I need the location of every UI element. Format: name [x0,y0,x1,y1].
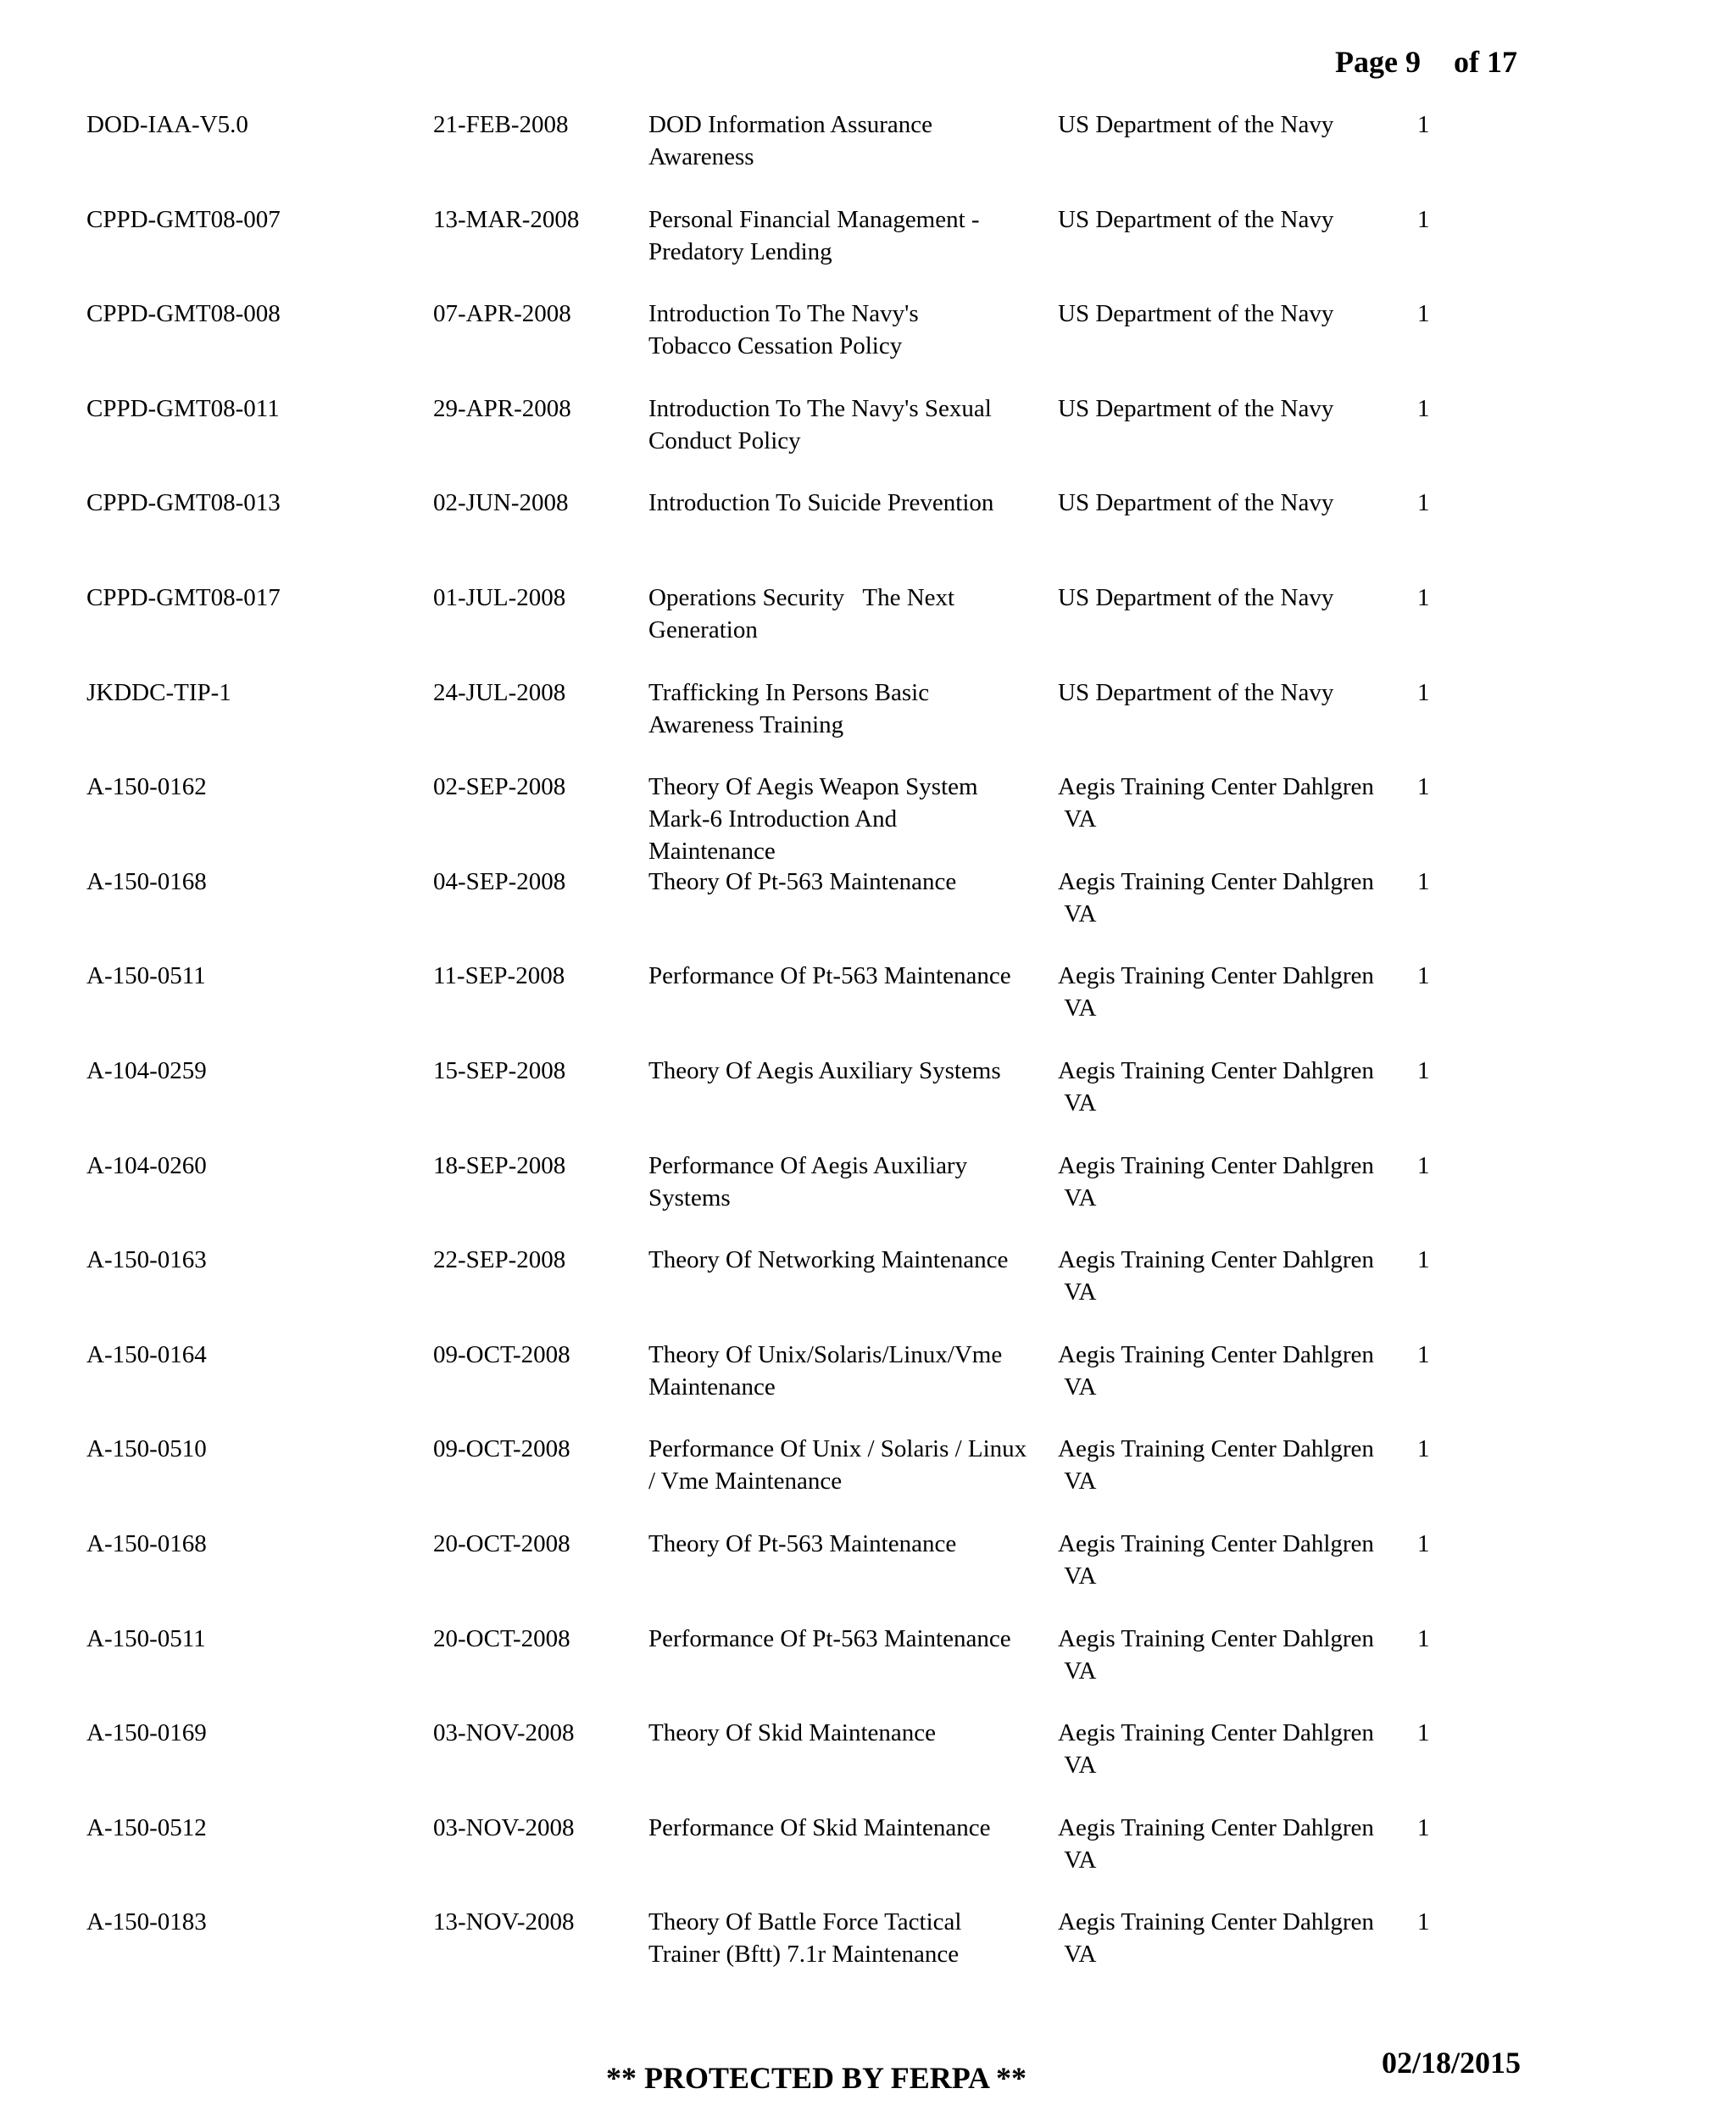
course-credits: 1 [1417,1529,1430,1557]
course-title: Operations Security The Next Generation [648,583,955,643]
record-row [0,203,1736,298]
record-row [0,1623,1736,1718]
completion-date: 09-OCT-2008 [433,1340,570,1368]
completion-date: 21-FEB-2008 [433,111,569,138]
course-title: Theory Of Battle Force Tactical Trainer (Bftt) 7.1r Maintenance [648,1908,962,1969]
completion-date: 09-OCT-2008 [433,1435,570,1463]
course-provider: US Department of the Navy [1058,489,1334,517]
course-code: A-150-0168 [86,867,207,895]
course-code: A-150-0510 [86,1435,207,1463]
of-label: of [1453,45,1479,79]
course-credits: 1 [1417,1908,1430,1936]
course-credits: 1 [1417,583,1430,611]
record-row [0,109,1736,203]
record-row [0,866,1736,961]
record-row [0,1339,1736,1434]
course-title: Theory Of Aegis Weapon System Mark-6 Introduction And Maintenance [648,773,978,866]
course-code: CPPD-GMT08-007 [86,205,281,233]
page-label: Page [1335,45,1398,79]
course-title: Performance Of Skid Maintenance [648,1813,991,1841]
course-provider: Aegis Training Center Dahlgren VA [1058,867,1374,927]
course-title: Performance Of Pt-563 Maintenance [648,962,1011,990]
course-title: Introduction To The Navy's Sexual Conduct Policy [648,394,992,454]
course-title: Theory Of Networking Maintenance [648,1246,1009,1274]
course-credits: 1 [1417,1813,1430,1841]
course-code: A-150-0511 [86,1624,206,1652]
record-row [0,1055,1736,1150]
ferpa-notice: ** PROTECTED BY FERPA ** [606,2061,1027,2095]
record-row [0,582,1736,677]
course-credits: 1 [1417,111,1430,138]
course-credits: 1 [1417,1056,1430,1084]
course-title: Theory Of Unix/Solaris/Linux/Vme Maintenance [648,1340,1003,1401]
page-number: 9 [1405,45,1421,79]
course-title: Introduction To The Navy's Tobacco Cessation Policy [648,300,919,360]
course-title: Trafficking In Persons Basic Awareness Training [648,678,930,738]
record-row [0,487,1736,582]
course-provider: Aegis Training Center Dahlgren VA [1058,1056,1374,1117]
course-provider: US Department of the Navy [1058,394,1334,422]
course-provider: Aegis Training Center Dahlgren VA [1058,1340,1374,1401]
course-credits: 1 [1417,1624,1430,1652]
completion-date: 13-NOV-2008 [433,1908,575,1936]
completion-date: 13-MAR-2008 [433,205,580,233]
course-credits: 1 [1417,1435,1430,1463]
record-row [0,960,1736,1055]
course-credits: 1 [1417,1340,1430,1368]
completion-date: 03-NOV-2008 [433,1813,575,1841]
course-credits: 1 [1417,394,1430,422]
page-indicator [1335,44,1517,80]
course-credits: 1 [1417,205,1430,233]
course-code: CPPD-GMT08-008 [86,300,281,328]
completion-date: 07-APR-2008 [433,300,571,328]
course-code: CPPD-GMT08-013 [86,489,281,517]
course-provider: Aegis Training Center Dahlgren VA [1058,962,1374,1022]
completion-date: 02-JUN-2008 [433,489,569,517]
record-row [0,393,1736,487]
completion-date: 20-OCT-2008 [433,1624,570,1652]
course-title: Theory Of Aegis Auxiliary Systems [648,1056,1001,1084]
course-records-list [0,109,1736,2001]
total-pages: 17 [1486,45,1517,79]
completion-date: 24-JUL-2008 [433,678,566,706]
course-credits: 1 [1417,300,1430,328]
course-code: A-150-0512 [86,1813,207,1841]
course-code: CPPD-GMT08-011 [86,394,280,422]
course-code: A-150-0168 [86,1529,207,1557]
course-code: A-150-0162 [86,773,207,801]
record-row [0,1812,1736,1907]
course-title: Theory Of Skid Maintenance [648,1719,937,1747]
course-title: Performance Of Unix / Solaris / Linux / Vme Maintenance [648,1435,1027,1495]
course-credits: 1 [1417,489,1430,517]
completion-date: 03-NOV-2008 [433,1719,575,1747]
record-row [0,1528,1736,1623]
course-code: A-150-0169 [86,1719,207,1747]
completion-date: 02-SEP-2008 [433,773,566,801]
completion-date: 15-SEP-2008 [433,1056,566,1084]
course-provider: Aegis Training Center Dahlgren VA [1058,1435,1374,1495]
course-provider: US Department of the Navy [1058,300,1334,328]
course-title: Theory Of Pt-563 Maintenance [648,867,957,895]
record-row [0,298,1736,393]
completion-date: 29-APR-2008 [433,394,571,422]
course-credits: 1 [1417,1151,1430,1179]
course-code: A-104-0259 [86,1056,207,1084]
course-provider: US Department of the Navy [1058,583,1334,611]
completion-date: 04-SEP-2008 [433,867,566,895]
record-row [0,1150,1736,1245]
course-credits: 1 [1417,867,1430,895]
course-code: A-104-0260 [86,1151,207,1179]
course-provider: Aegis Training Center Dahlgren VA [1058,1719,1374,1779]
course-title: DOD Information Assurance Awareness [648,111,933,170]
record-row [0,1717,1736,1812]
course-title: Personal Financial Management - Predatory Lending [648,205,980,265]
completion-date: 20-OCT-2008 [433,1529,570,1557]
course-credits: 1 [1417,678,1430,706]
course-code: A-150-0511 [86,962,206,990]
course-credits: 1 [1417,1246,1430,1274]
course-provider: Aegis Training Center Dahlgren VA [1058,1624,1374,1685]
record-row [0,1433,1736,1528]
record-row [0,677,1736,771]
course-provider: Aegis Training Center Dahlgren VA [1058,1151,1374,1211]
course-credits: 1 [1417,1719,1430,1747]
course-code: A-150-0164 [86,1340,207,1368]
course-provider: US Department of the Navy [1058,678,1334,706]
completion-date: 22-SEP-2008 [433,1246,566,1274]
record-row [0,1906,1736,2001]
course-credits: 1 [1417,962,1430,990]
course-code: DOD-IAA-V5.0 [86,111,248,138]
course-code: JKDDC-TIP-1 [86,678,231,706]
course-code: CPPD-GMT08-017 [86,583,281,611]
course-title: Theory Of Pt-563 Maintenance [648,1529,957,1557]
course-provider: Aegis Training Center Dahlgren VA [1058,1529,1374,1590]
record-row [0,1244,1736,1339]
completion-date: 01-JUL-2008 [433,583,566,611]
record-row [0,771,1736,866]
course-code: A-150-0183 [86,1908,207,1936]
print-date: 02/18/2015 [1382,2046,1522,2080]
completion-date: 11-SEP-2008 [433,962,565,990]
course-title: Performance Of Aegis Auxiliary Systems [648,1151,968,1211]
course-title: Introduction To Suicide Prevention [648,489,994,517]
completion-date: 18-SEP-2008 [433,1151,566,1179]
course-provider: US Department of the Navy [1058,205,1334,233]
course-provider: US Department of the Navy [1058,111,1334,138]
course-provider: Aegis Training Center Dahlgren VA [1058,773,1374,833]
course-provider: Aegis Training Center Dahlgren VA [1058,1908,1374,1969]
course-provider: Aegis Training Center Dahlgren VA [1058,1246,1374,1306]
course-provider: Aegis Training Center Dahlgren VA [1058,1813,1374,1874]
course-code: A-150-0163 [86,1246,207,1274]
course-credits: 1 [1417,773,1430,801]
course-title: Performance Of Pt-563 Maintenance [648,1624,1011,1652]
